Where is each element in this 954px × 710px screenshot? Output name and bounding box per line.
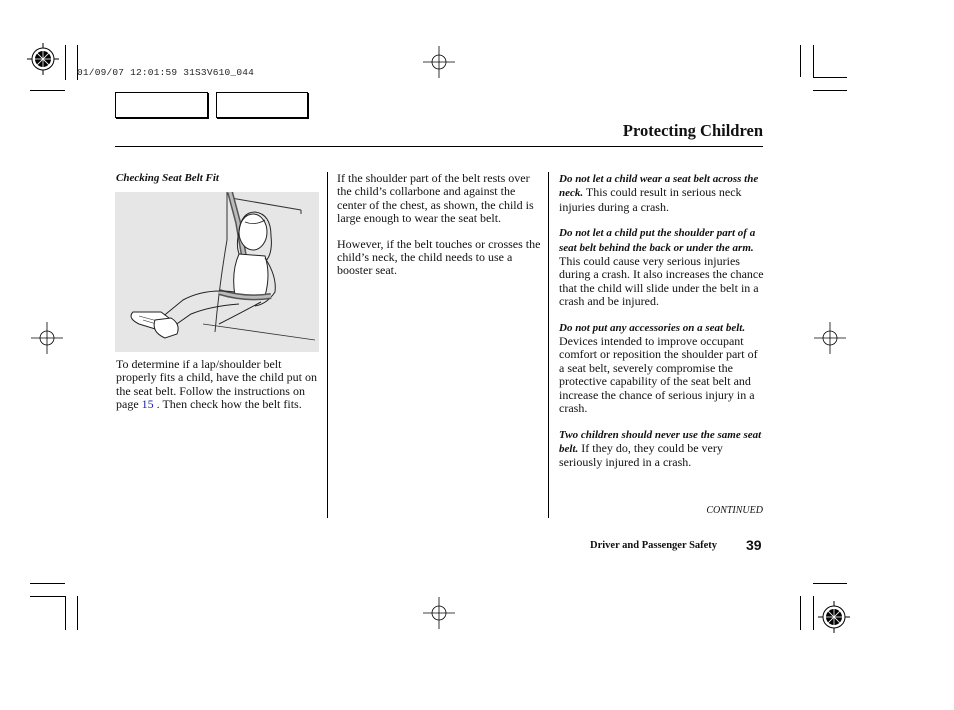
registration-target-icon xyxy=(27,43,59,75)
child-seat-belt-illustration xyxy=(115,192,319,352)
crosshair-icon xyxy=(423,46,455,78)
column-divider xyxy=(548,172,549,518)
warning-heading: Do not put any accessories on a seat belt. xyxy=(559,321,746,334)
fit-instructions-text-end: . Then check how the belt fits. xyxy=(153,397,302,412)
registration-target-icon xyxy=(818,601,850,633)
fit-instructions xyxy=(116,358,321,424)
header-tab-box xyxy=(115,92,208,118)
booster-seat-paragraph: However, if the belt touches or crosses the child’s neck, the child needs to use a booster seat. xyxy=(337,236,541,278)
header-tab-box xyxy=(216,92,308,118)
continued-label: CONTINUED xyxy=(706,505,763,516)
belt-fit-paragraph: If the shoulder part of the belt rests over the child’s collarbone and against the center of the chest, as shown, the child is large enough to wear the seat belt. xyxy=(337,171,534,226)
fit-instructions-text: To determine if a lap/shoulder belt properly fits a child, have the child put on the seat belt. Follow the instructions on page xyxy=(116,357,317,412)
warning-item xyxy=(559,321,764,416)
warning-text: This could cause very serious injuries during a crash. It also increases the chance that the child will slide under the belt in a crash and be injured. xyxy=(559,254,764,309)
crosshair-icon xyxy=(423,597,455,629)
page-number: 39 xyxy=(746,537,762,553)
page-title: Protecting Children xyxy=(622,121,763,140)
print-stamp: 01/09/07 12:01:59 31S3V610_044 xyxy=(77,67,255,78)
column-divider xyxy=(327,172,328,518)
warning-item xyxy=(559,428,764,470)
warning-text: This could result in serious neck injuries during a crash. xyxy=(559,185,742,214)
warning-item xyxy=(559,226,764,308)
middle-column xyxy=(337,172,542,290)
left-column xyxy=(116,172,321,185)
crosshair-icon xyxy=(31,322,63,354)
section-subheading: Checking Seat Belt Fit xyxy=(116,172,219,184)
warning-heading: Do not let a child wear a seat belt across the neck. xyxy=(559,173,759,200)
footer-section-title: Driver and Passenger Safety xyxy=(590,540,718,551)
warning-heading: Do not let a child put the shoulder part of a seat belt behind the back or under the arm. xyxy=(559,227,756,254)
crosshair-icon xyxy=(814,322,846,354)
warning-text: Devices intended to improve occupant comfort or reposition the shoulder part of a seat belt, severely compromise the protective capability of the seat belt and increase the chance of serious injury in a crash. xyxy=(559,334,758,416)
child-wearing-seat-belt-icon xyxy=(115,192,319,352)
warning-item xyxy=(559,172,764,214)
header-rule xyxy=(115,146,763,147)
warning-text: If they do, they could be very seriously injured in a crash. xyxy=(559,440,723,470)
right-column xyxy=(559,172,764,482)
page-reference-link[interactable]: 15 xyxy=(141,397,154,412)
warning-heading: Two children should never use the same seat belt. xyxy=(559,428,762,455)
